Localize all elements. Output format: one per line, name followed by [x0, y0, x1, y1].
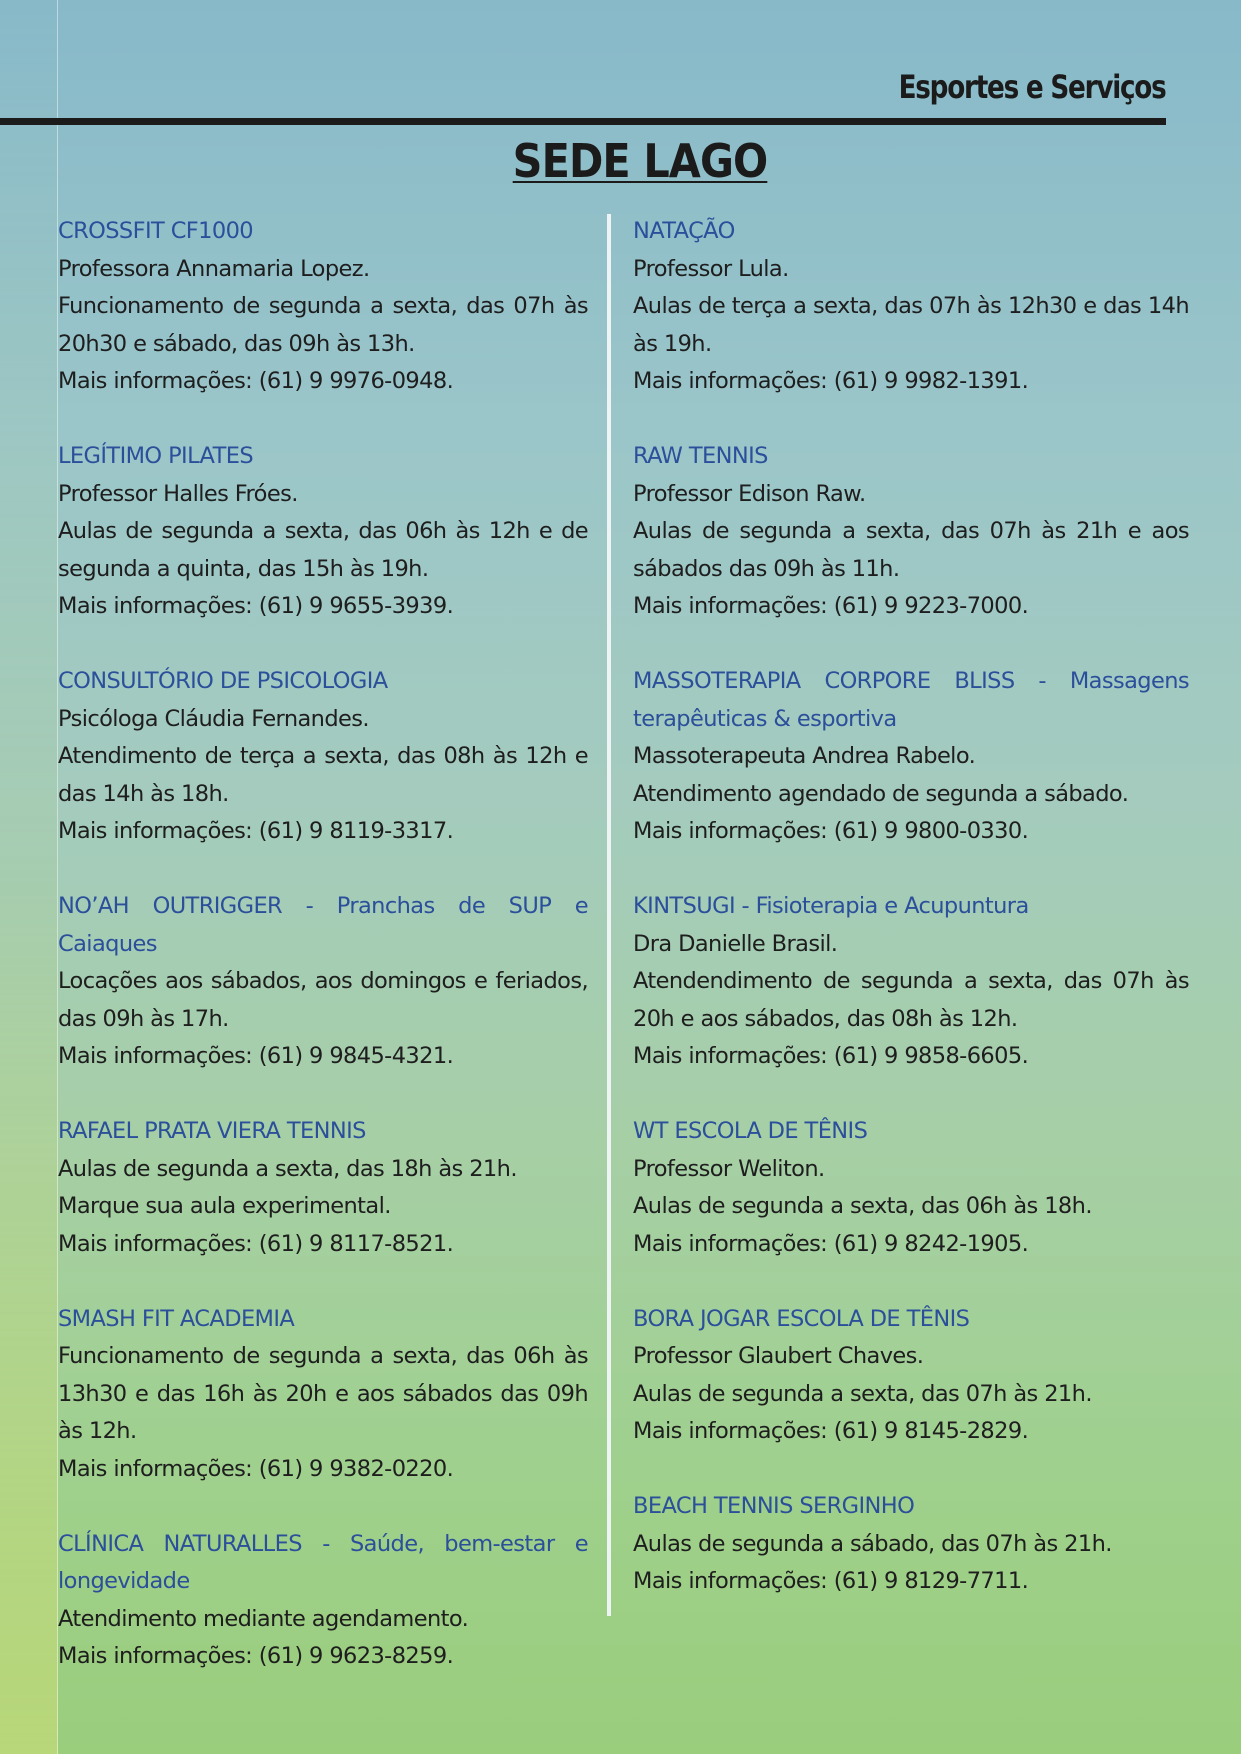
entry-note: Marque sua aula experimental.	[58, 1193, 391, 1219]
entry-contact: Mais informações: (61) 9 9976-0948.	[58, 368, 454, 394]
service-entry	[633, 213, 1189, 401]
entry-schedule: Aulas de terça a sexta, das 07h às 12h30 e das 14h às 19h.	[633, 293, 1189, 357]
service-entry	[58, 1526, 588, 1676]
entry-schedule: Atendimento de terça a sexta, das 08h às 12h e das 14h às 18h.	[58, 743, 588, 807]
entry-contact: Mais informações: (61) 9 8242-1905.	[633, 1230, 1029, 1257]
entry-title: MASSOTERAPIA CORPORE BLISS - Massagens terapêuticas & esportiva	[633, 668, 1189, 732]
entry-title: CONSULTÓRIO DE PSICOLOGIA	[58, 668, 388, 694]
entry-instructor: Professor Lula.	[633, 255, 789, 282]
entry-schedule: Atendimento mediante agendamento.	[58, 1605, 469, 1632]
entry-schedule: Aulas de segunda a sábado, das 07h às 21h.	[633, 1530, 1112, 1557]
service-entry	[633, 1113, 1189, 1263]
entry-contact: Mais informações: (61) 9 8145-2829.	[633, 1418, 1029, 1444]
entry-schedule: Aulas de segunda a sexta, das 18h às 21h.	[58, 1155, 517, 1182]
entry-instructor: Professor Edison Raw.	[633, 480, 866, 507]
entry-contact: Mais informações: (61) 9 8117-8521.	[58, 1230, 454, 1257]
entry-title: CROSSFIT CF1000	[58, 218, 254, 244]
entry-contact: Mais informações: (61) 9 9623-8259.	[58, 1643, 454, 1669]
entry-title: RAFAEL PRATA VIERA TENNIS	[58, 1118, 366, 1144]
entry-instructor: Professor Weliton.	[633, 1155, 825, 1182]
service-entry	[58, 1113, 588, 1263]
entry-schedule: Atendendimento de segunda a sexta, das 07h às 20h e aos sábados, das 08h às 12h.	[633, 968, 1189, 1032]
service-entry	[633, 438, 1189, 626]
page-heading: SEDE LAGO	[512, 134, 768, 188]
service-entry	[58, 888, 588, 1076]
entry-schedule: Aulas de segunda a sexta, das 07h às 21h.	[633, 1380, 1092, 1407]
entry-instructor: Professora Annamaria Lopez.	[58, 255, 370, 282]
entry-contact: Mais informações: (61) 9 9982-1391.	[633, 368, 1029, 394]
service-entry	[633, 888, 1189, 1076]
entry-schedule: Atendimento agendado de segunda a sábado.	[633, 780, 1129, 807]
column-divider	[607, 214, 611, 1616]
entry-title: NO’AH OUTRIGGER - Pranchas de SUP e Caiaques	[58, 893, 588, 957]
entry-title: CLÍNICA NATURALLES - Saúde, bem-estar e longevidade	[58, 1530, 588, 1594]
entry-title: NATAÇÃO	[633, 218, 735, 244]
service-entry	[58, 1301, 588, 1489]
entry-title: LEGÍTIMO PILATES	[58, 443, 254, 469]
entry-contact: Mais informações: (61) 9 9858-6605.	[633, 1043, 1029, 1069]
entry-schedule: Aulas de segunda a sexta, das 06h às 12h e de segunda a quinta, das 15h às 19h.	[58, 518, 588, 582]
entry-title: BEACH TENNIS SERGINHO	[633, 1493, 915, 1519]
entry-instructor: Psicóloga Cláudia Fernandes.	[58, 705, 369, 732]
service-entry	[633, 663, 1189, 851]
entry-contact: Mais informações: (61) 9 8129-7711.	[633, 1568, 1029, 1594]
entry-contact: Mais informações: (61) 9 9382-0220.	[58, 1455, 454, 1482]
entry-title: WT ESCOLA DE TÊNIS	[633, 1118, 868, 1144]
entry-instructor: Professor Halles Fróes.	[58, 480, 298, 507]
entry-schedule: Locações aos sábados, aos domingos e feriados, das 09h às 17h.	[58, 968, 588, 1032]
entry-schedule: Funcionamento de segunda a sexta, das 06h às 13h30 e das 16h às 20h e aos sábados das 09h às 12h.	[58, 1343, 588, 1444]
service-entry	[58, 438, 588, 626]
left-decorative-band	[0, 0, 58, 1754]
entry-contact: Mais informações: (61) 9 8119-3317.	[58, 818, 454, 844]
entry-instructor: Massoterapeuta Andrea Rabelo.	[633, 743, 976, 769]
entry-title: RAW TENNIS	[633, 443, 768, 469]
entry-contact: Mais informações: (61) 9 9223-7000.	[633, 593, 1029, 619]
entry-title: KINTSUGI - Fisioterapia e Acupuntura	[633, 893, 1029, 919]
service-entry	[633, 1488, 1189, 1601]
section-title: Esportes e Serviços	[898, 68, 1165, 106]
entry-instructor: Professor Glaubert Chaves.	[633, 1343, 924, 1369]
entry-schedule: Funcionamento de segunda a sexta, das 07h às 20h30 e sábado, das 09h às 13h.	[58, 293, 588, 357]
entry-title: BORA JOGAR ESCOLA DE TÊNIS	[633, 1305, 970, 1332]
entry-contact: Mais informações: (61) 9 9800-0330.	[633, 818, 1029, 844]
entry-instructor: Dra Danielle Brasil.	[633, 930, 838, 957]
entry-title: SMASH FIT ACADEMIA	[58, 1305, 295, 1332]
right-column	[633, 213, 1189, 1638]
service-entry	[633, 1301, 1189, 1451]
entry-contact: Mais informações: (61) 9 9845-4321.	[58, 1043, 454, 1069]
entry-schedule: Aulas de segunda a sexta, das 07h às 21h e aos sábados das 09h às 11h.	[633, 518, 1189, 582]
entry-contact: Mais informações: (61) 9 9655-3939.	[58, 593, 454, 619]
service-entry	[58, 213, 588, 401]
service-entry	[58, 663, 588, 851]
header-rule	[0, 118, 1166, 125]
entry-schedule: Aulas de segunda a sexta, das 06h às 18h.	[633, 1193, 1092, 1219]
left-column	[58, 213, 588, 1713]
